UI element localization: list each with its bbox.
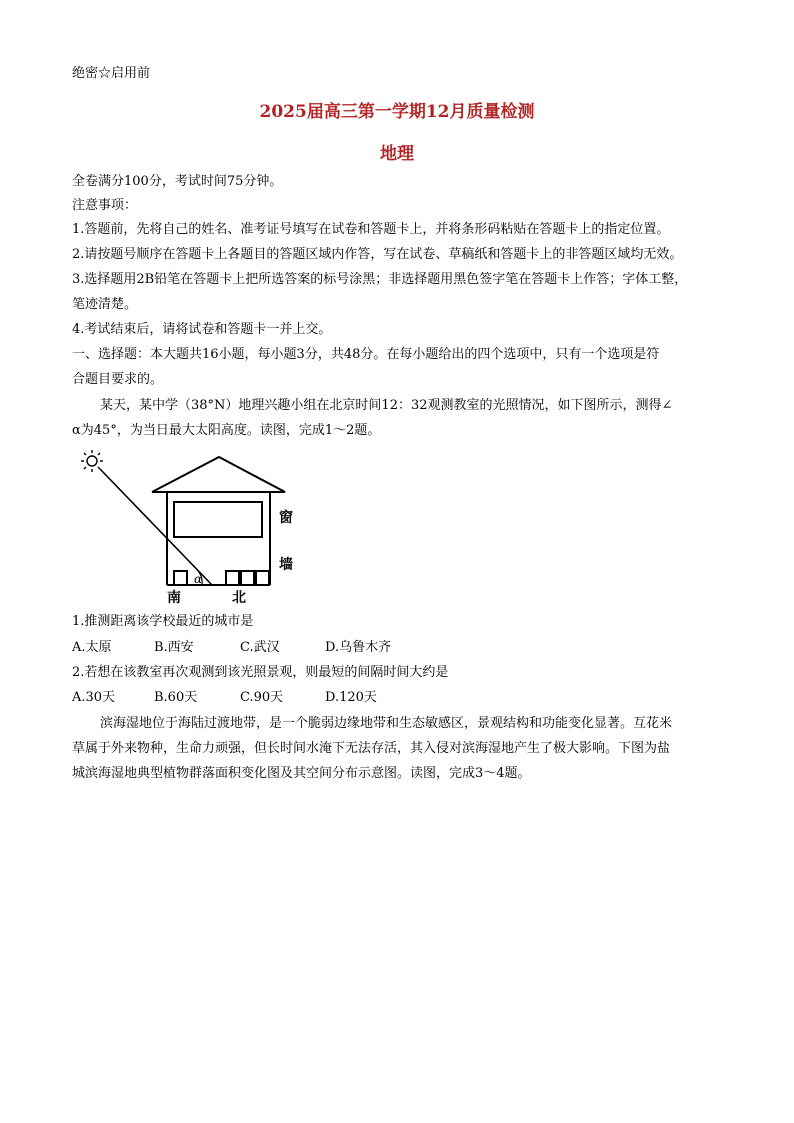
notice-item-4: 4.考试结束后，请将试卷和答题卡一并上交。 (72, 322, 332, 337)
question-2-stem: 2.若想在该教室再次观测到该光照景观，则最短的间隔时间大约是 (72, 665, 449, 680)
q1-option-a[interactable]: A.太原 (72, 640, 112, 655)
window-label: 窗 (279, 510, 293, 526)
wall-label: 墙 (279, 557, 293, 573)
question-1-stem: 1.推测距离该学校最近的城市是 (72, 614, 254, 629)
window (174, 502, 262, 537)
alpha-label: α (194, 572, 203, 586)
q2-option-a[interactable]: A.30天 (72, 690, 116, 705)
full-score-line: 全卷满分100分，考试时间75分钟。 (72, 174, 283, 189)
question-1-options (72, 640, 391, 656)
sun-icon (81, 450, 103, 472)
subject-title: 地理 (380, 144, 414, 164)
desk-4 (256, 571, 269, 585)
desk-1 (174, 571, 187, 585)
passage2-line3: 城滨海湿地典型植物群落面积变化图及其空间分布示意图。读图，完成3～4题。 (72, 766, 531, 781)
passage1-line1: 某天，某中学（38°N）地理兴趣小组在北京时间12：32观测教室的光照情况，如下图所示，测得∠ (100, 398, 673, 413)
north-label: 北 (232, 590, 246, 606)
passage2-line2: 草属于外来物种，生命力顽强，但长时间水淹下无法存活，其入侵对滨海湿地产生了极大影响。下图为盐 (72, 741, 671, 756)
notice-item-3: 3.选择题用2B铅笔在答题卡上把所选答案的标号涂黑；非选择题用黑色签字笔在答题卡上作答；字体工整， (72, 272, 688, 287)
desk-2 (226, 571, 239, 585)
figure-svg (72, 447, 312, 607)
roof (152, 457, 285, 492)
q1-option-c[interactable]: C.武汉 (240, 640, 280, 655)
q2-option-c[interactable]: C.90天 (240, 690, 284, 705)
desk-3 (241, 571, 254, 585)
q2-option-b[interactable]: B.60天 (154, 690, 198, 705)
notice-item-2: 2.请按题号顺序在答题卡上各题目的答题区域内作答，写在试卷、草稿纸和答题卡上的非答题区域均无效。 (72, 247, 683, 262)
q1-option-d[interactable]: D.乌鲁木齐 (325, 640, 392, 655)
classroom-sunlight-figure (72, 447, 312, 607)
section-intro: 一、选择题：本大题共16小题，每小题3分，共48分。在每小题给出的四个选项中，只有一个选项是符 (72, 347, 660, 362)
section-intro-cont: 合题目要求的。 (72, 372, 164, 387)
exam-title: 2025届高三第一学期12月质量检测 (259, 102, 535, 122)
notice-title: 注意事项： (72, 198, 138, 213)
secret-label: 绝密☆启用前 (72, 66, 151, 81)
q1-option-b[interactable]: B.西安 (154, 640, 194, 655)
question-2-options (72, 690, 377, 706)
south-label: 南 (167, 590, 181, 606)
passage1-line2: α为45°，为当日最大太阳高度。读图，完成1～2题。 (72, 423, 381, 438)
notice-item-3-cont: 笔迹清楚。 (72, 297, 138, 312)
notice-item-1: 1.答题前，先将自己的姓名、准考证号填写在试卷和答题卡上，并将条形码粘贴在答题卡上的指定位置。 (72, 222, 670, 237)
q2-option-d[interactable]: D.120天 (325, 690, 377, 705)
passage2-line1: 滨海湿地位于海陆过渡地带，是一个脆弱边缘地带和生态敏感区，景观结构和功能变化显著。互花米 (100, 716, 673, 731)
sun-ray (100, 469, 212, 585)
